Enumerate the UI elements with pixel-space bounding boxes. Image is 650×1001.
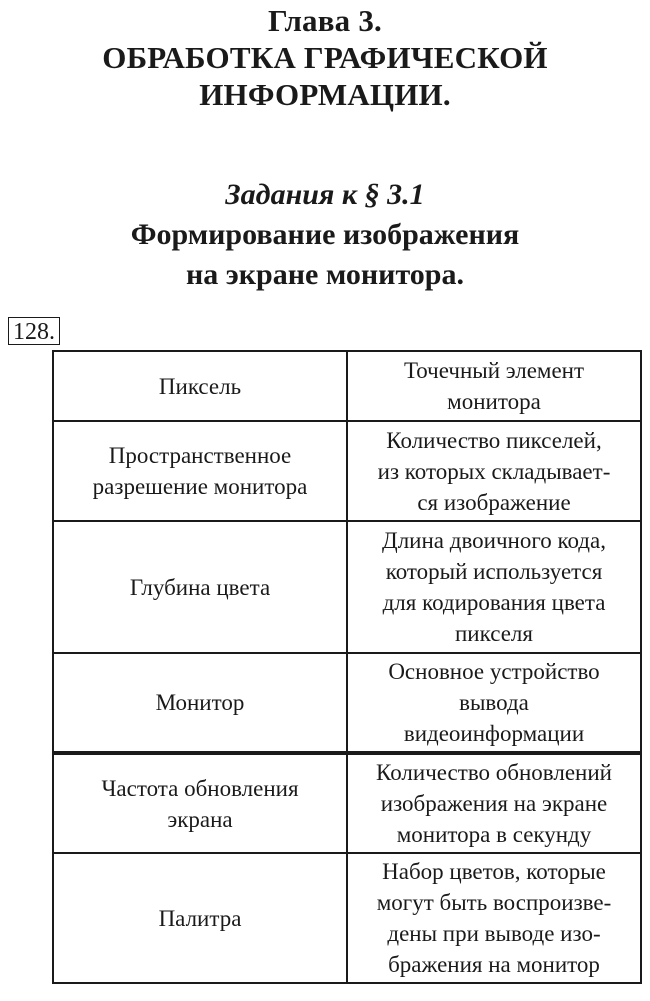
table-row — [53, 351, 641, 421]
definition-text-line: монитора — [447, 389, 541, 414]
definition-text-line: который используется — [385, 559, 603, 584]
section-subtitle: Задания к § 3.1 — [225, 178, 425, 211]
term-cell — [53, 351, 347, 421]
section-title-line-1: Формирование изображения — [130, 218, 520, 251]
chapter-label: Глава 3. — [268, 3, 382, 38]
section-heading — [0, 175, 650, 295]
definition-cell — [347, 853, 641, 983]
term-text-line: Пиксель — [158, 373, 242, 399]
definition-text-line: дены при выводе изо- — [387, 921, 601, 946]
task-number-box: 128. — [8, 317, 60, 345]
table-row — [53, 753, 641, 853]
definition-cell — [347, 753, 641, 853]
term-text-line: Монитор — [155, 690, 245, 715]
definition-text-line: Количество пикселей, — [386, 427, 602, 453]
term-cell — [53, 853, 347, 983]
definition-text-line: Основное устройство — [388, 659, 600, 684]
terms-table-body — [53, 351, 641, 983]
definition-text-line: пикселя — [455, 621, 533, 646]
definition-text-line: бражения на монитор — [388, 952, 600, 977]
term-cell — [53, 653, 347, 753]
term-cell — [53, 421, 347, 521]
definition-text-line: из которых складывает- — [377, 458, 611, 484]
definition-cell — [347, 521, 641, 653]
definition-text-line: монитора в секунду — [396, 822, 592, 847]
term-text-line: Палитра — [158, 905, 242, 931]
term-text-line: Глубина цвета — [129, 574, 271, 600]
definition-text-line: для кодирования цвета — [382, 590, 606, 615]
term-text-line: экрана — [167, 806, 233, 832]
term-cell — [53, 753, 347, 853]
chapter-title-line-1: ОБРАБОТКА ГРАФИЧЕСКОЙ — [102, 40, 548, 75]
definition-text-line: изображения на экране — [380, 791, 608, 816]
table-row — [53, 421, 641, 521]
table-row — [53, 853, 641, 983]
definition-text-line: Длина двоичного кода, — [382, 528, 606, 553]
definition-cell — [347, 421, 641, 521]
definition-text-line: вывода — [459, 690, 529, 715]
chapter-title-line-2: ИНФОРМАЦИИ. — [199, 77, 451, 112]
term-text-line: Частота обновления — [101, 775, 299, 801]
definition-text-line: Количество обновлений — [376, 760, 612, 785]
definition-text-line: Набор цветов, которые — [382, 859, 606, 884]
section-title-line-2: на экране монитора. — [186, 258, 464, 291]
table-row — [53, 653, 641, 753]
terms-table — [52, 350, 642, 984]
definition-text-line: Точечный элемент — [403, 358, 585, 383]
definition-text-line: ся изображение — [417, 489, 571, 515]
definition-cell — [347, 351, 641, 421]
term-text-line: разрешение монитора — [92, 474, 308, 499]
table-row — [53, 521, 641, 653]
definition-text-line: могут быть воспроизве- — [376, 890, 612, 915]
chapter-heading — [0, 2, 650, 113]
term-cell — [53, 521, 347, 653]
definition-text-line: видеоинформации — [403, 721, 585, 746]
term-text-line: Пространственное — [108, 443, 292, 468]
definition-cell — [347, 653, 641, 753]
